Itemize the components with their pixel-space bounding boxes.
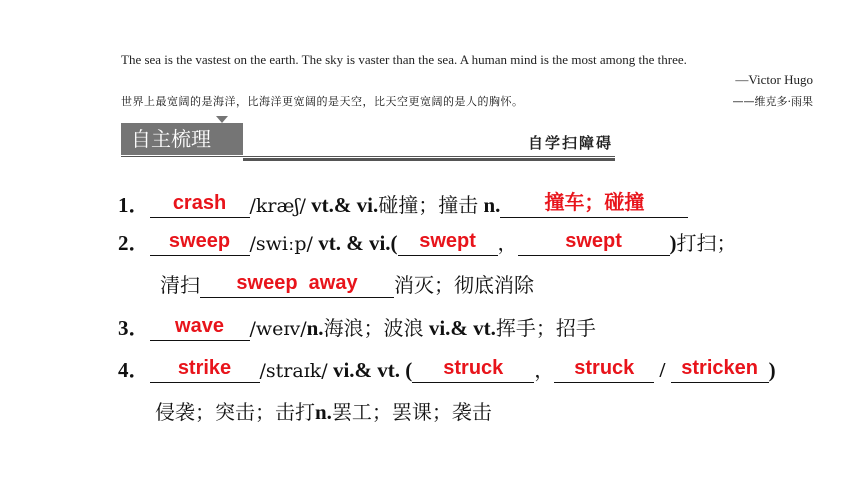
answer-text: sweep bbox=[168, 230, 231, 252]
phonetic: /straɪk/ bbox=[259, 360, 328, 382]
item-number: 2． bbox=[118, 231, 150, 255]
phrase-blank bbox=[200, 273, 394, 298]
phrase-text: sweep away bbox=[236, 272, 358, 294]
item-number: 3． bbox=[118, 316, 150, 340]
answer-blank bbox=[150, 316, 250, 341]
past-participle-blank-2 bbox=[671, 358, 769, 383]
phonetic: /weɪv/ bbox=[249, 318, 307, 340]
section-tab-label: 自主梳理 bbox=[121, 123, 243, 155]
vocab-item-2-continued bbox=[160, 270, 534, 300]
past-participle-blank-1 bbox=[554, 358, 654, 383]
answer-blank bbox=[150, 231, 250, 256]
slash: / bbox=[654, 358, 671, 382]
vocab-item-1 bbox=[118, 190, 688, 220]
quote-chinese: 世界上最宽阔的是海洋，比海洋更宽阔的是天空，比天空更宽阔的是人的胸怀。 bbox=[121, 95, 524, 108]
past-participle-blank bbox=[518, 231, 670, 256]
meaning: 打扫； bbox=[676, 231, 737, 255]
vocab-item-2 bbox=[118, 228, 737, 258]
meaning-noun: 罢工；罢课；袭击 bbox=[331, 400, 492, 424]
section-rule-thick bbox=[243, 158, 615, 161]
comma: ， bbox=[497, 231, 518, 255]
tab-notch-decoration bbox=[216, 116, 228, 123]
part-of-speech-noun: n. bbox=[478, 193, 501, 217]
quote-author: —Victor Hugo bbox=[735, 72, 813, 87]
item-number: 4． bbox=[118, 358, 150, 382]
answer-text: crash bbox=[172, 192, 227, 214]
past-participle-text-2: stricken bbox=[681, 357, 758, 379]
phrase-meaning: 消灭；彻底消除 bbox=[394, 273, 534, 297]
close-paren: ) bbox=[669, 231, 677, 255]
past-participle-text-1: struck bbox=[574, 357, 635, 379]
part-of-speech: vi.& vt. ( bbox=[327, 358, 413, 382]
answer-blank bbox=[150, 193, 250, 218]
part-of-speech-noun: n. bbox=[315, 400, 332, 424]
past-tense-text: struck bbox=[443, 357, 504, 379]
past-tense-blank bbox=[398, 231, 498, 256]
meaning: 清扫 bbox=[160, 273, 200, 297]
meaning-verb: 挥手；招手 bbox=[495, 316, 596, 340]
part-of-speech: vt.& vi. bbox=[305, 193, 379, 217]
past-tense-blank bbox=[412, 358, 534, 383]
meaning: 碰撞；撞击 bbox=[378, 193, 479, 217]
phonetic: /kræʃ/ bbox=[249, 195, 306, 217]
meaning: 海浪；波浪 bbox=[323, 316, 424, 340]
meaning: 侵袭；突击；击打 bbox=[155, 400, 315, 424]
part-of-speech: n. bbox=[306, 316, 324, 340]
section-header bbox=[121, 123, 615, 161]
answer-blank bbox=[150, 358, 260, 383]
noun-answer-text: 撞车；碰撞 bbox=[544, 190, 645, 214]
noun-answer-blank bbox=[500, 190, 688, 218]
section-subtitle: 自学扫障碍 bbox=[527, 134, 613, 152]
vocab-item-4-continued bbox=[155, 397, 492, 427]
item-number: 1． bbox=[118, 193, 150, 217]
part-of-speech: vt. & vi.( bbox=[312, 231, 398, 255]
comma: ， bbox=[534, 358, 555, 382]
past-tense-text: swept bbox=[419, 230, 476, 252]
past-participle-text: swept bbox=[565, 230, 622, 252]
quote-english: The sea is the vastest on the earth. The sky is vaster than the sea. A human mind is the most among the three. bbox=[121, 52, 687, 67]
quote-chinese-author: ——维克多·雨果 bbox=[732, 95, 813, 108]
answer-text: strike bbox=[177, 357, 232, 379]
vocab-item-4 bbox=[118, 355, 776, 385]
answer-text: wave bbox=[175, 315, 224, 337]
section-rule bbox=[121, 156, 615, 157]
vocab-item-3 bbox=[118, 313, 596, 343]
close-paren: ) bbox=[768, 358, 776, 382]
part-of-speech-verb: vi.& vt. bbox=[423, 316, 496, 340]
phonetic: /swiːp/ bbox=[249, 233, 313, 255]
